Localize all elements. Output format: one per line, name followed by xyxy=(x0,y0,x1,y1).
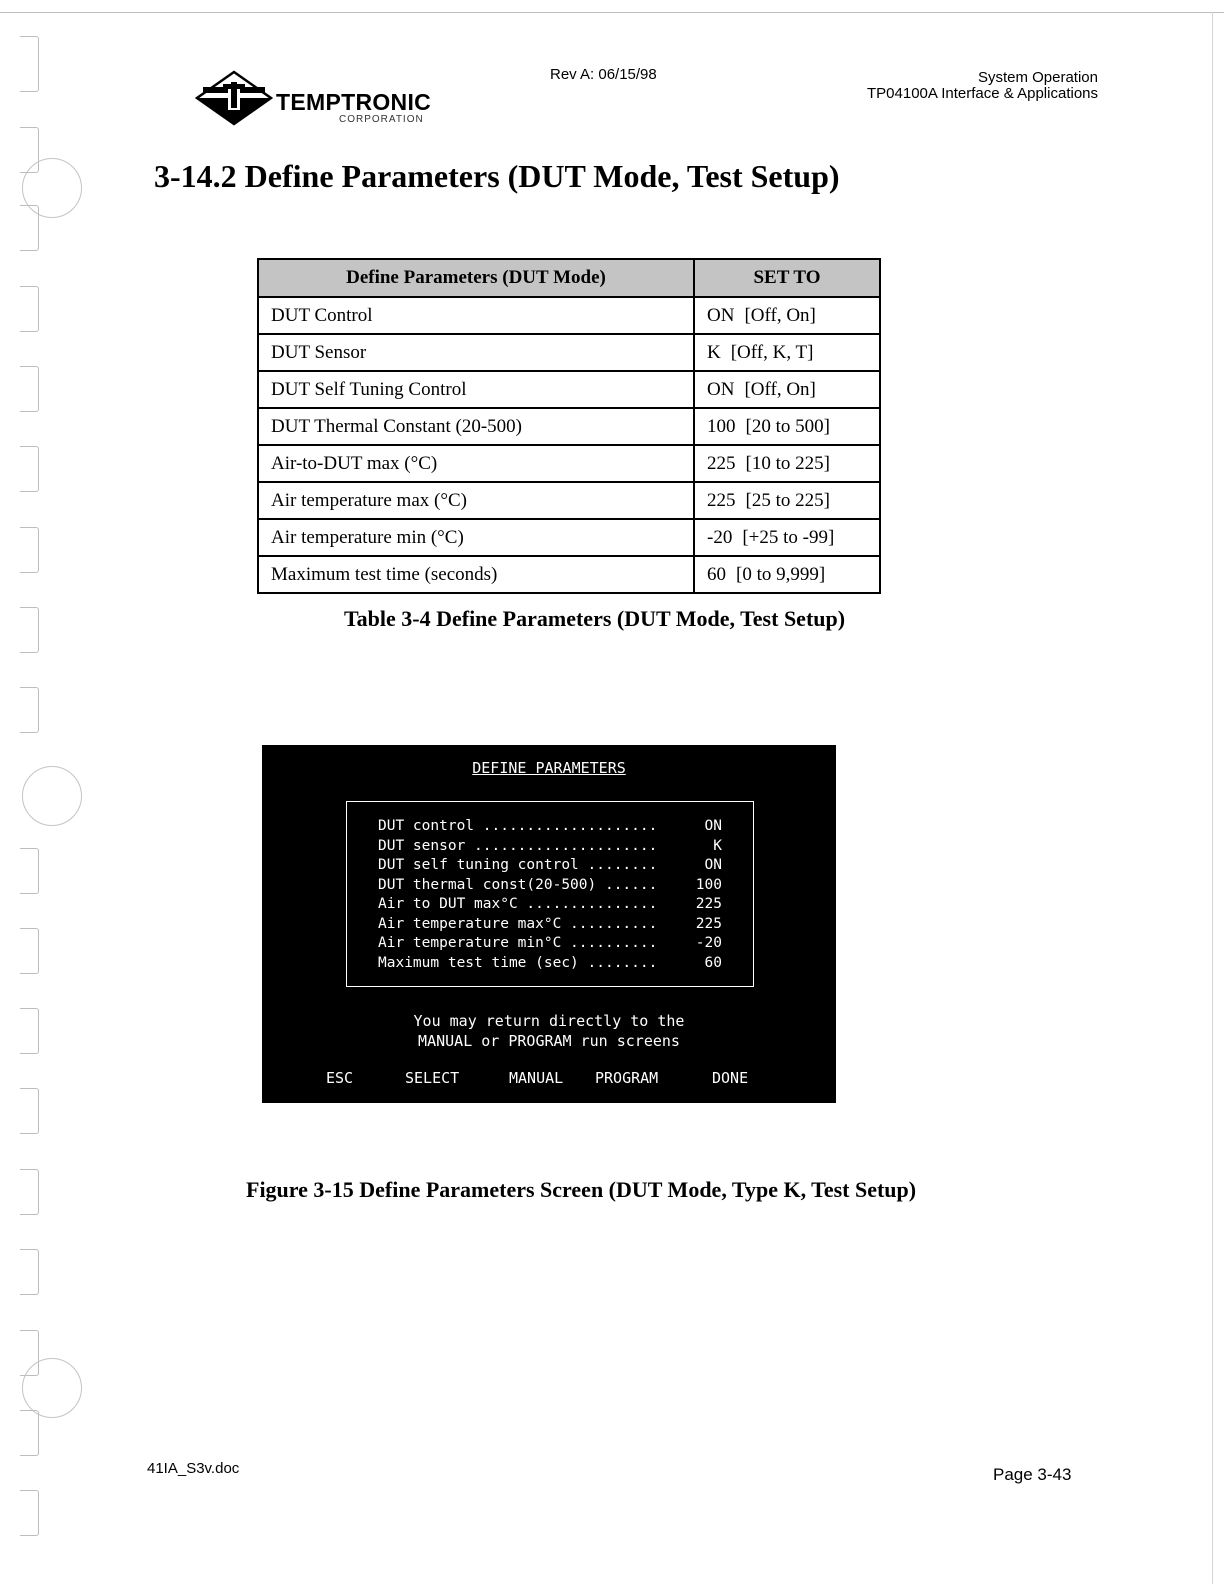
screen-parameter-value[interactable]: K xyxy=(713,837,722,854)
page-top-rule xyxy=(0,12,1224,13)
logo-wordmark: TEMPTRONIC xyxy=(276,89,432,115)
footer-filename: 41IA_S3v.doc xyxy=(147,1460,240,1477)
parameter-setting xyxy=(694,556,880,593)
table-caption: Table 3-4 Define Parameters (DUT Mode, Test Setup) xyxy=(344,606,846,631)
parameter-value: 60 xyxy=(707,563,726,585)
binder-slot xyxy=(20,607,39,653)
binder-slot xyxy=(20,1410,39,1456)
header-right xyxy=(867,70,1098,102)
temptronic-logo-icon xyxy=(195,70,273,126)
screen-parameter-label: Air to DUT max°C ............... xyxy=(378,896,658,912)
binder-ring xyxy=(22,1358,82,1418)
screen-parameter-label: DUT control .................... xyxy=(378,818,658,834)
parameter-name: Air temperature min (°C) xyxy=(258,519,694,556)
binder-slot xyxy=(20,205,39,251)
table-row xyxy=(258,408,880,445)
table-row xyxy=(258,371,880,408)
binder-slot xyxy=(20,687,39,733)
screen-parameter-label: Air temperature max°C .......... xyxy=(378,915,658,932)
define-parameters-screen xyxy=(262,745,836,1103)
parameter-setting xyxy=(694,519,880,556)
binder-holes xyxy=(0,0,90,1584)
parameter-setting xyxy=(694,482,880,519)
column-header-parameter: Define Parameters (DUT Mode) xyxy=(258,259,694,297)
table-row xyxy=(258,297,880,334)
binder-slot xyxy=(20,1008,39,1054)
parameter-value: 100 xyxy=(707,415,736,437)
parameters-table xyxy=(257,258,881,594)
parameter-setting xyxy=(694,297,880,334)
parameter-range: [20 to 500] xyxy=(745,415,830,437)
header-document-name: TP04100A Interface & Applications xyxy=(867,85,1098,102)
screen-parameter-value[interactable]: 225 xyxy=(695,915,722,932)
screen-title: DEFINE PARAMETERS xyxy=(472,759,626,777)
parameter-name: DUT Self Tuning Control xyxy=(258,371,694,408)
binder-slot xyxy=(20,848,39,894)
screen-parameter-value[interactable]: ON xyxy=(704,818,722,834)
table-row xyxy=(258,445,880,482)
screen-parameter-value[interactable]: 60 xyxy=(704,954,722,971)
screen-parameter-value[interactable]: -20 xyxy=(695,935,722,951)
footer-page-number: Page 3-43 xyxy=(993,1465,1072,1484)
table-row xyxy=(258,482,880,519)
parameter-setting xyxy=(694,334,880,371)
parameter-value: ON xyxy=(707,304,735,326)
parameter-value: 225 xyxy=(707,489,736,511)
screen-message-line: MANUAL or PROGRAM run screens xyxy=(418,1032,680,1050)
screen-message xyxy=(262,1011,836,1051)
screen-parameter-label: DUT thermal const(20-500) ...... xyxy=(378,876,658,893)
screen-parameter-label: DUT sensor ..................... xyxy=(378,837,658,854)
binder-slot xyxy=(20,366,39,412)
parameter-setting xyxy=(694,371,880,408)
softkey-manual[interactable]: MANUAL xyxy=(509,1069,564,1087)
softkey-done[interactable]: DONE xyxy=(712,1069,749,1087)
softkey-esc[interactable]: ESC xyxy=(326,1069,354,1087)
binder-slot xyxy=(20,1169,39,1215)
binder-ring xyxy=(22,766,82,826)
binder-slot xyxy=(20,1088,39,1134)
screen-parameter-value[interactable]: 225 xyxy=(695,896,722,912)
table-row xyxy=(258,556,880,593)
parameter-name: Maximum test time (seconds) xyxy=(258,556,694,593)
column-header-set-to: SET TO xyxy=(694,259,880,297)
screen-parameter-box xyxy=(346,801,754,987)
softkey-select[interactable]: SELECT xyxy=(405,1069,460,1087)
binder-slot xyxy=(20,286,39,332)
screen-parameter-label: Maximum test time (sec) ........ xyxy=(378,954,658,971)
binder-slot xyxy=(20,1490,39,1536)
softkey-program[interactable]: PROGRAM xyxy=(595,1069,659,1087)
screen-parameter-value[interactable]: ON xyxy=(704,857,722,873)
parameter-name: DUT Control xyxy=(258,297,694,334)
binder-slot xyxy=(20,527,39,573)
parameter-value: -20 xyxy=(707,526,733,548)
revision-label: Rev A: 06/15/98 xyxy=(550,66,657,83)
parameter-range: [Off, K, T] xyxy=(730,341,814,363)
header-section-name: System Operation xyxy=(977,69,1098,86)
screen-parameter-label: Air temperature min°C .......... xyxy=(378,935,658,951)
parameter-range: [Off, On] xyxy=(744,304,816,326)
table-header-row xyxy=(258,259,880,297)
section-title: 3-14.2 Define Parameters (DUT Mode, Test Setup) xyxy=(154,158,840,194)
figure-caption: Figure 3-15 Define Parameters Screen (DUT Mode, Type K, Test Setup) xyxy=(246,1177,917,1202)
parameter-name: DUT Sensor xyxy=(258,334,694,371)
parameter-range: [25 to 225] xyxy=(745,489,830,511)
binder-slot xyxy=(20,36,39,92)
company-logo xyxy=(195,70,455,126)
parameter-range: [0 to 9,999] xyxy=(736,563,826,585)
screen-parameter-label: DUT self tuning control ........ xyxy=(378,857,658,873)
parameter-range: [10 to 225] xyxy=(745,452,830,474)
parameter-value: K xyxy=(707,341,721,363)
screen-message-line: You may return directly to the xyxy=(413,1012,685,1030)
parameter-name: Air temperature max (°C) xyxy=(258,482,694,519)
parameter-name: DUT Thermal Constant (20-500) xyxy=(258,408,694,445)
parameter-value: 225 xyxy=(707,452,736,474)
logo-subtitle: CORPORATION xyxy=(339,114,424,125)
parameter-setting xyxy=(694,445,880,482)
parameter-range: [Off, On] xyxy=(744,378,816,400)
binder-slot xyxy=(20,928,39,974)
parameter-name: Air-to-DUT max (°C) xyxy=(258,445,694,482)
parameter-range: [+25 to -99] xyxy=(742,526,835,548)
binder-slot xyxy=(20,1249,39,1295)
parameter-value: ON xyxy=(707,378,735,400)
table-row xyxy=(258,519,880,556)
parameter-setting xyxy=(694,408,880,445)
binder-slot xyxy=(20,446,39,492)
table-row xyxy=(258,334,880,371)
screen-parameter-value[interactable]: 100 xyxy=(695,876,722,893)
page-right-edge xyxy=(1212,12,1213,1584)
